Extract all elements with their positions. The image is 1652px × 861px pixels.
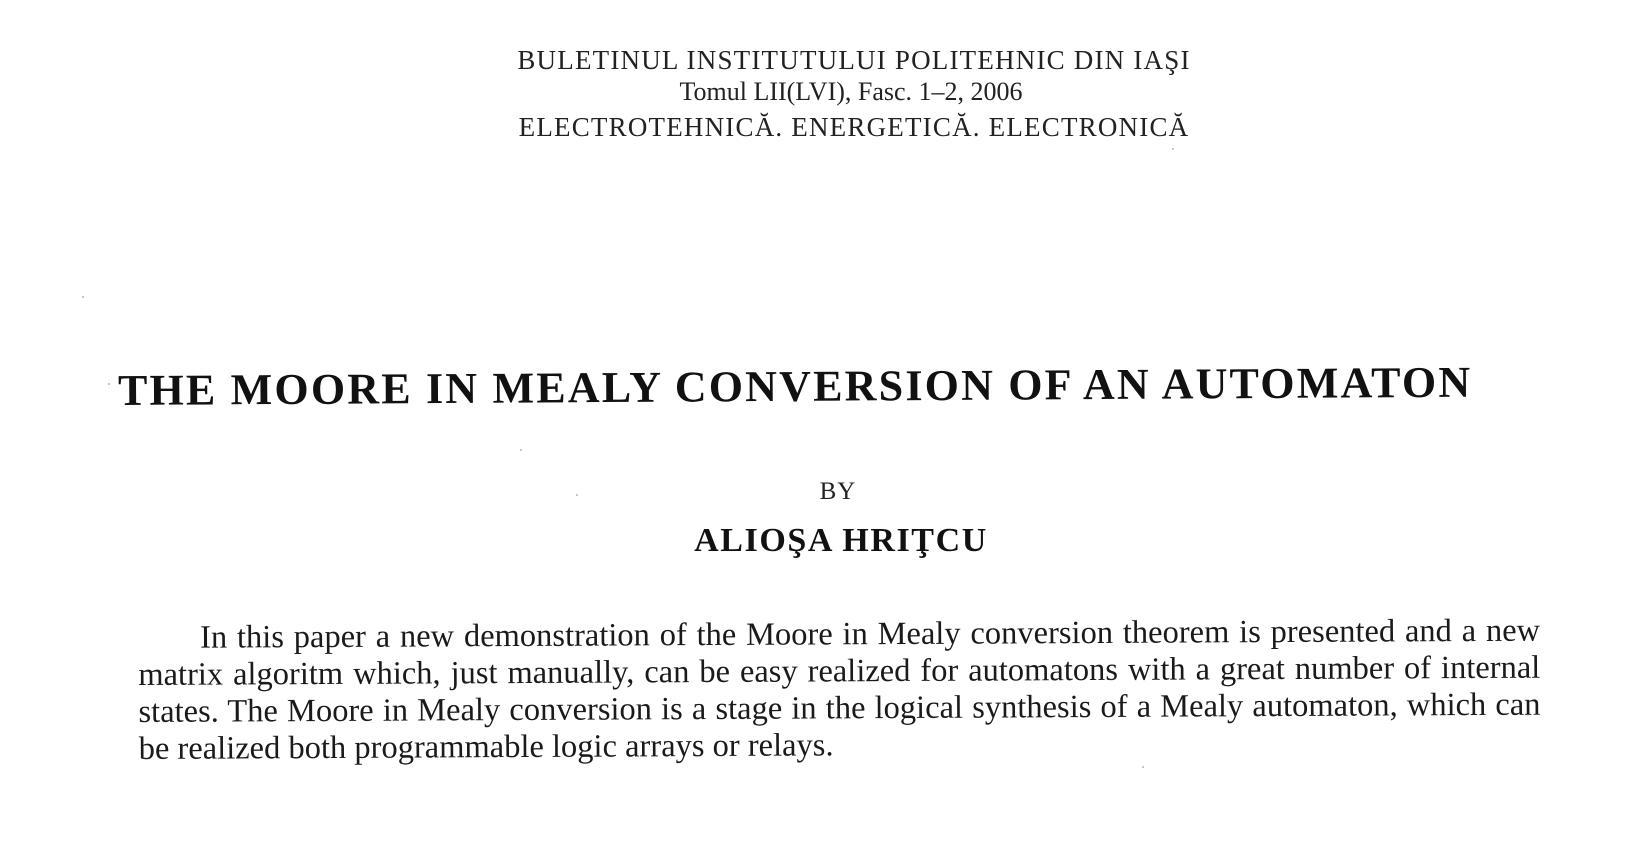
journal-volume: Tomul LII(LVI), Fasc. 1–2, 2006 [679,77,1023,106]
scan-speck [576,494,578,496]
by-label: BY [819,478,857,505]
author-name: ALIOŞA HRIŢCU [694,522,988,559]
journal-header [0,44,1652,146]
scan-speck [1142,766,1144,768]
journal-section: ELECTROTEHNICĂ. ENERGETICĂ. ELECTRONICĂ [518,112,1190,142]
paper-title: THE MOORE IN MEALY CONVERSION OF AN AUTOMATON [117,357,1473,415]
journal-name: BULETINUL INSTITUTULUI POLITEHNIC DIN IAŞI [517,45,1191,75]
scan-speck [520,449,522,451]
abstract-text: In this paper a new demonstration of the Moore in Mealy conversion theorem is presented and a new matrix algoritm which, just manually, can be easy realized for automatons with a great number of internal states. The Moore in Mealy conversion is a stage in the logical synthesis of a Mealy automaton, which can be realized both programmable logic arrays or relays. [138,612,1541,767]
scan-speck [82,296,84,298]
scan-speck [1172,148,1174,150]
scan-speck [108,383,110,385]
